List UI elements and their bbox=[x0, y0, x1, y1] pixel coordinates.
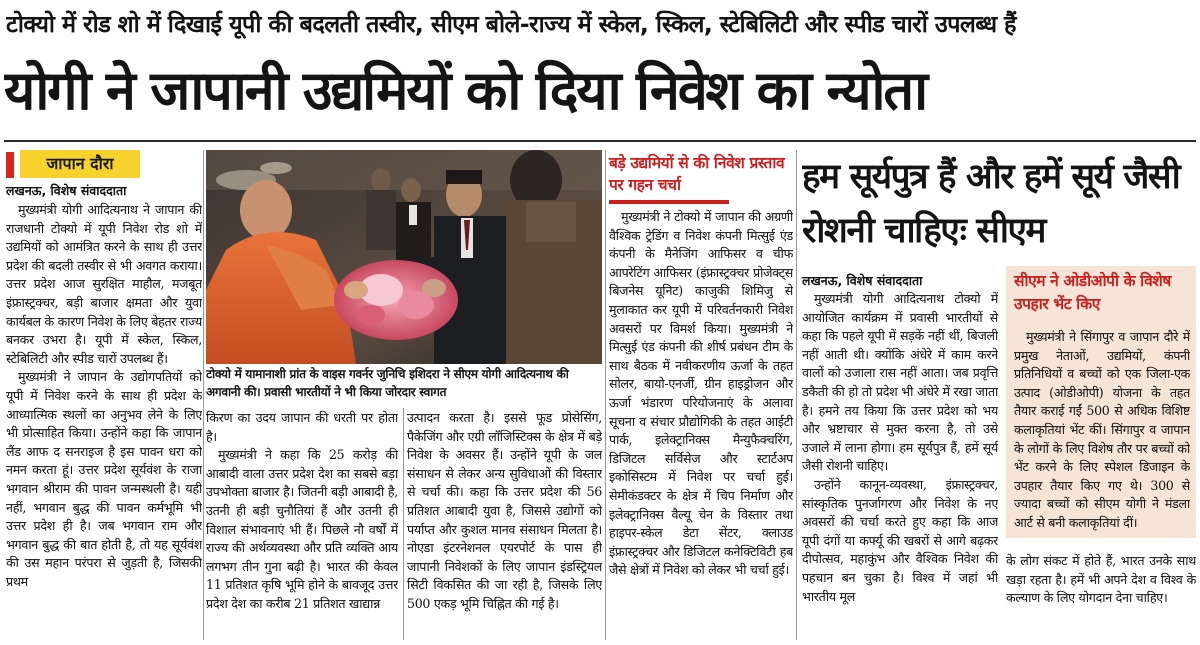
photo-caption: टोक्यो में यामानाशी प्रांत के वाइस गवर्नर जुनिचि इशिदरा ने सीएम योगी आदित्यनाथ की अगवानी की। प्रवासी भारतीयों ने भी किया जोरदार स्वागत bbox=[206, 367, 569, 399]
column-rule bbox=[203, 150, 204, 640]
byline: लखनऊ, विशेष संवाददाता bbox=[6, 183, 127, 198]
paragraph: किरण का उदय जापान की धरती पर होता है। bbox=[206, 410, 398, 444]
headline-divider bbox=[4, 140, 1196, 142]
secondary-story-continuation bbox=[1006, 552, 1196, 641]
highlight-box bbox=[1006, 266, 1196, 538]
section-tag bbox=[6, 150, 202, 178]
highlight-box-text bbox=[1014, 328, 1190, 536]
paragraph: उन्होंने कानून-व्यवस्था, इंफ्रास्ट्रक्चर, सांस्कृतिक पुनर्जागरण और निवेश के नए अवसरों की चर्चा करते हुए कहा कि आज यूपी दंगों या कर्फ्यू की खबरों से आगे बढ़कर दीपोत्सव, महाकुंभ और वैश्विक निवेश की पहचान बन चुका है। विश्व में जहां भी भारतीय मूल bbox=[802, 476, 998, 604]
column-rule bbox=[403, 408, 404, 640]
column-rule bbox=[605, 150, 606, 640]
paragraph: मुख्यमंत्री ने सिंगापुर व जापान दौरे में प्रमुख नेताओं, उद्यमियों, कंपनी प्रतिनिधियों व बच्चों को एक जिला-एक उत्पाद (ओडीओपी) योजना के तहत तैयार कराई गईं 500 से अधिक विशिष्ट कलाकृतियां भेंट कीं। सिंगापुर व जापान के लोगों के लिए विशेष तौर पर बच्चों को भेंट करने के लिए स्पेशल डिजाइन के उपहार तैयार किए गए थे। 300 से ज्यादा बच्चों को सीएम योगी ने मंडला आर्ट से बनी कलाकृतियां दीं। bbox=[1014, 329, 1190, 530]
highlight-box-headline: सीएम ने ओडीओपी के विशेष उपहार भेंट किए bbox=[1014, 272, 1171, 313]
kicker-headline: टोक्यो में रोड शो में दिखाई यूपी की बदलती तस्वीर, सीएम बोले-राज्य में स्केल, स्किल, स्टेबिलिटी और स्पीड चारों उपलब्ध हैं bbox=[6, 10, 1016, 38]
sidebar-headline-underline bbox=[609, 200, 729, 204]
story-column-1 bbox=[6, 201, 202, 641]
paragraph: मुख्यमंत्री ने टोक्यो में जापान की अग्रणी वैश्विक ट्रेडिंग व निवेश कंपनी मित्सुई एंड कंपनी के मैनेजिंग आफिसर व चीफ आपरेटिंग आफिसर (इंफ्रास्ट्रक्चर प्रोजेक्ट्स बिजनेस यूनिट) काजुकी शिमिजु से मुलाकात कर यूपी में परिवर्तनकारी निवेश अवसरों पर विमर्श किया। मुख्यमंत्री ने मित्सुई एंड कंपनी की शीर्ष प्रबंधन टीम के साथ बैठक में नवीकरणीय ऊर्जा के तहत सोलर, बायो-एनर्जी, ग्रीन हाइड्रोजन और ऊर्जा भंडारण परियोजनाएं के अलावा सूचना व संचार प्रौद्योगिकी के तहत आईटी पार्क, इलेक्ट्रानिक्स मैन्युफैक्चरिंग, डिजिटल सर्विसेज और स्टार्टअप इकोसिस्टम में निवेश पर चर्चा हुई। सेमीकंडक्टर के क्षेत्र में चिप निर्माण और इलेक्ट्रानिक्स वैल्यू चेन के विस्तार तथा हाइपर-स्केल डेटा सेंटर, क्लाउड इंफ्रास्ट्रक्चर और डिजिटल कनेक्टिविटी हब जैसे क्षेत्रों में निवेश को लेकर भी चर्चा हुई। bbox=[609, 209, 793, 578]
secondary-headline: हम सूर्यपुत्र हैं और हमें सूर्य जैसी रोशनी चाहिएः सीएम bbox=[802, 157, 1180, 251]
paragraph: उत्पादन करता है। इससे फूड प्रोसेसिंग, पैकेजिंग और एग्री लॉजिस्टिक्स के क्षेत्र में बड़े निवेश के अवसर हैं। उन्होंने यूपी के जल संसाधन से लेकर अन्य सुविधाओं की विस्तार से चर्चा की। कहा कि उत्तर प्रदेश की 56 प्रतिशत आबादी युवा है, जिससे उद्योगों को पर्याप्त और कुशल मानव संसाधन मिलता है। नोएडा इंटरनेशनल एयरपोर्ट के पास ही जापानी निवेशकों के लिए जापान इंडस्ट्रियल सिटी विकसित की जा रही है, जिसके लिए 500 एकड़ भूमि चिह्नित की गई है। bbox=[407, 410, 602, 611]
news-photo bbox=[206, 150, 602, 364]
paragraph: मुख्यमंत्री योगी आदित्यनाथ टोक्यो में आयोजित कार्यक्रम में प्रवासी भारतीयों से कहा कि पहले यूपी में सड़कें नहीं थीं, बिजली नहीं आती थी। क्योंकि अंधेरे में काम करने वालों को उजाला रास नहीं आता। जब प्रवृत्ति डकैती की हो तो प्रदेश भी अंधेरे में रखा जाता है। हमने तय किया कि उत्तर प्रदेश को भय और भ्रष्टाचार से मुक्त करना है, तो उसे उजाले में लाना होगा। हम सूर्यपुत्र हैं, हमें सूर्य जैसी रोशनी चाहिए। bbox=[802, 291, 998, 474]
paragraph: मुख्यमंत्री ने कहा कि 25 करोड़ की आबादी वाला उत्तर प्रदेश देश का सबसे बड़ा उपभोक्ता बाजार है। जितनी बड़ी आबादी है, उतनी ही बड़ी चुनौतियां हैं और उतनी ही विशाल संभावनाएं भी हैं। पिछले नौ वर्षों में राज्य की अर्थव्यवस्था और प्रति व्यक्ति आय लगभग तीन गुना बढ़ी है। भारत की केवल 11 प्रतिशत कृषि भूमि होने के बावजूद उत्तर प्रदेश देश का करीब 21 प्रतिशत खाद्यान्न bbox=[206, 447, 398, 611]
sidebar-headline: बड़े उद्यमियों से की निवेश प्रस्ताव पर गहन चर्चा bbox=[609, 154, 785, 194]
sidebar-story-text bbox=[609, 208, 793, 641]
column-rule bbox=[796, 150, 797, 640]
main-headline: योगी ने जापानी उद्यमियों को दिया निवेश का न्योता bbox=[4, 59, 926, 122]
paragraph: मुख्यमंत्री योगी आदित्यनाथ ने जापान की राजधानी टोक्यो में यूपी निवेश रोड शो में उद्यमियों को आमंत्रित करने के साथ ही उत्तर प्रदेश की बदली तस्वीर से भी अवगत कराया। उत्तर प्रदेश आज सुरक्षित माहौल, मजबूत इंफ्रास्ट्रक्चर, बड़ी बाजार क्षमता और युवा कार्यबल के कारण निवेश के लिए बेहतर राज्य बनकर उभरा है। यूपी में स्केल, स्किल, स्टेबिलिटी और स्पीड चारों उपलब्ध हैं। bbox=[6, 202, 202, 366]
secondary-story-text bbox=[802, 290, 998, 641]
paragraph: मुख्यमंत्री ने जापान के उद्योगपतियों को यूपी में निवेश करने के साथ ही प्रदेश के आध्यात्मिक स्थलों का अनुभव लेने के लिए भी प्रोत्साहित किया। उन्होंने कहा कि जापान लैंड आफ द सनराइज है इस पावन धरा को नमन करता हूं। उत्तर प्रदेश सूर्यवंश के राजा भगवान श्रीराम की पावन जन्मस्थली है। यही नहीं, भगवान बुद्ध की पावन कर्मभूमि भी उत्तर प्रदेश ही है। जब भगवान राम और भगवान बुद्ध की बात होती है, तो यह सूर्यवंश की उस महान परंपरा से जुड़ती है, जिसकी प्रथम bbox=[6, 369, 202, 589]
section-tag-label: जापान दौरा bbox=[20, 150, 140, 178]
paragraph: के लोग संकट में होते हैं, भारत उनके साथ खड़ा रहता है। हमें भी अपने देश व विश्व के कल्याण के लिए योगदान देना चाहिए। bbox=[1006, 553, 1196, 606]
story-column-3 bbox=[407, 409, 602, 641]
story-column-2 bbox=[206, 409, 398, 641]
section-tag-marker bbox=[6, 152, 14, 178]
byline: लखनऊ, विशेष संवाददाता bbox=[802, 273, 923, 288]
photo-illustration bbox=[206, 150, 602, 364]
